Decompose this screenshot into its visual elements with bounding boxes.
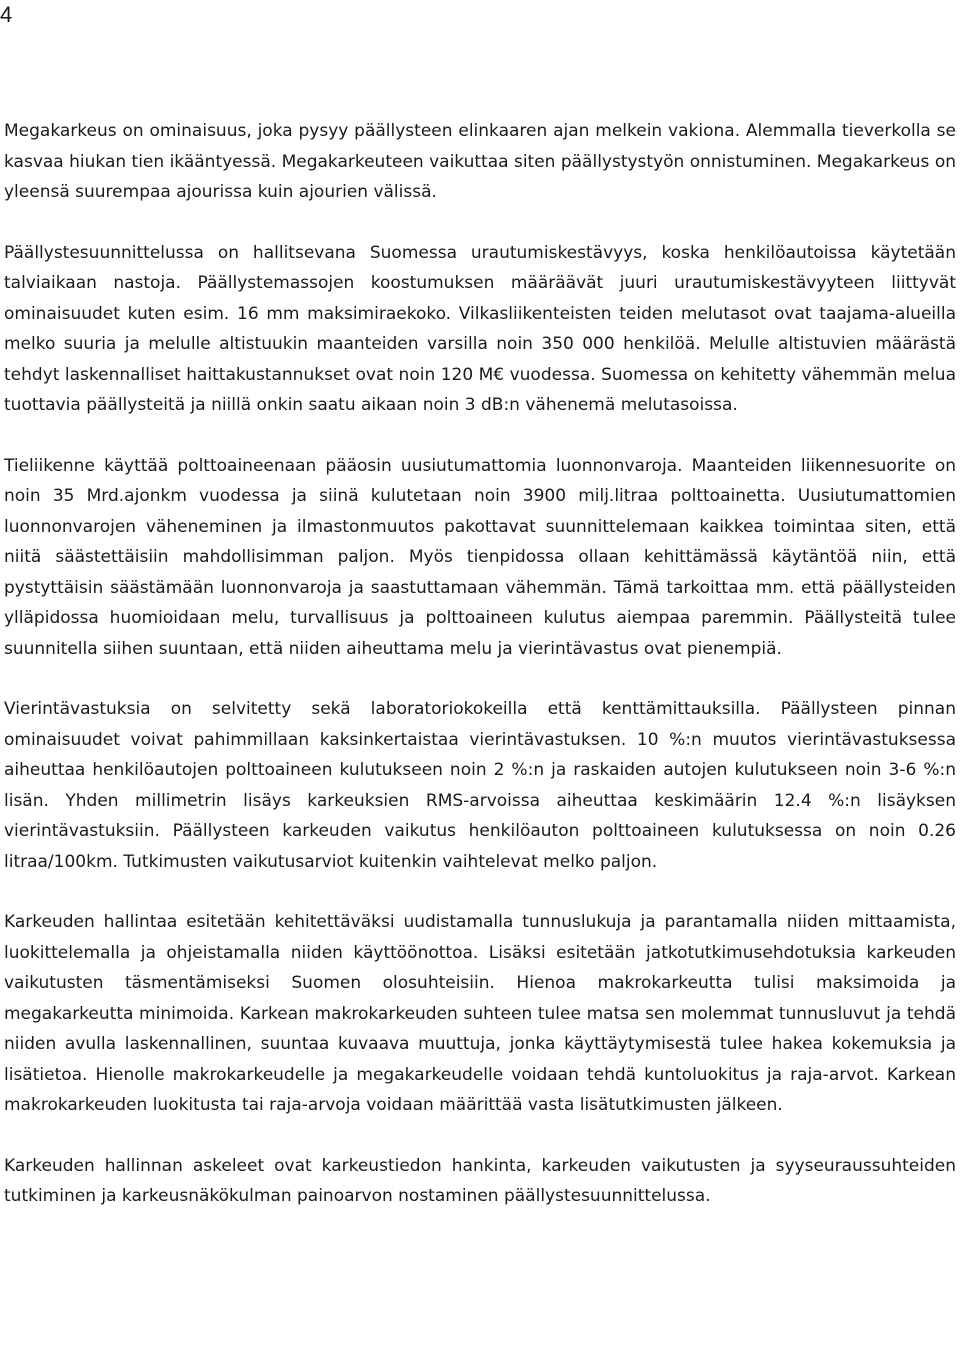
document-body (4, 116, 956, 1212)
paragraph-megakarkeus: Megakarkeus on ominaisuus, joka pysyy päällysteen elinkaaren ajan melkein vakiona. Alemmalla tieverkolla se kasvaa hiukan tien ikääntyessä. Megakarkeuteen vaikuttaa siten päällystystyön onnistuminen. Megakarkeus on yleensä suurempaa ajourissa kuin ajourien välissä. (4, 121, 956, 202)
paragraph-paallystesuunnittelu: Päällystesuunnittelussa on hallitsevana Suomessa urautumiskestävyys, koska henkilöautoissa käytetään talviaikaan nastoja. Päällystemassojen koostumuksen määräävät juuri urautumiskestävyyteen liittyvät ominaisuudet kuten esim. 16 mm maksimiraekoko. Vilkasliikenteisten teiden melutasot ovat taajama-alueilla melko suuria ja melulle altistuukin maanteiden varsilla noin 350 000 henkilöä. Melulle altistuvien määrästä tehdyt laskennalliset haittakustannukset ovat noin 120 M€ vuodessa. Suomessa on kehitetty vähemmän melua tuottavia päällysteitä ja niillä onkin saatu aikaan noin 3 dB:n vähenemä melutasoissa. (4, 242, 956, 415)
page-number: 4 (0, 2, 13, 27)
paragraph-vierintavastus: Vierintävastuksia on selvitetty sekä laboratoriokokeilla että kenttämittauksilla. Päällysteen pinnan ominaisuudet voivat pahimmillaan kaksinkertaistaa vierintävastuksen. 10 %:n muutos vierintävastuksessa aiheuttaa henkilöautojen polttoaineen kulutukseen noin 2 %:n ja raskaiden autojen kulutukseen noin 3-6 %:n lisän. Yhden millimetrin lisäys karkeuksien RMS-arvoissa aiheuttaa keskimäärin 12.4 %:n lisäyksen vierintävastuksiin. Päällysteen karkeuden vaikutus henkilöauton polttoaineen kulutuksessa on noin 0.26 litraa/100km. Tutkimusten vaikutusarviot kuitenkin vaihtelevat melko paljon. (4, 699, 956, 872)
paragraph-askeleet: Karkeuden hallinnan askeleet ovat karkeustiedon hankinta, karkeuden vaikutusten ja syyseuraussuhteiden tutkiminen ja karkeusnäkökulman painoarvon nostaminen päällystesuunnittelussa. (4, 1155, 956, 1206)
paragraph-karkeuden-hallinta: Karkeuden hallintaa esitetään kehitettäväksi uudistamalla tunnuslukuja ja parantamalla niiden mittaamista, luokittelemalla ja ohjeistamalla niiden käyttöönottoa. Lisäksi esitetään jatkotutkimusehdotuksia karkeuden vaikutusten täsmentämiseksi Suomen olosuhteisiin. Hienoa makrokarkeutta tulisi maksimoida ja megakarkeutta minimoida. Karkean makrokarkeuden suhteen tulee matsa sen molemmat tunnusluvut ja tehdä niiden avulla laskennallinen, suuntaa kuvaava muuttuja, jonka käyttäytymisestä tulee hakea kokemuksia ja lisätietoa. Hienolle makrokarkeudelle ja megakarkeudelle voidaan tehdä kuntoluokitus ja raja-arvot. Karkean makrokarkeuden luokitusta tai raja-arvoja voidaan määrittää vasta lisätutkimusten jälkeen. (4, 912, 956, 1115)
paragraph-tieliikenne: Tieliikenne käyttää polttoaineenaan pääosin uusiutumattomia luonnonvaroja. Maanteiden liikennesuorite on noin 35 Mrd.ajonkm vuodessa ja siinä kulutetaan noin 3900 milj.litraa polttoainetta. Uusiutumattomien luonnonvarojen väheneminen ja ilmastonmuutos pakottavat suunnittelemaan kaikkea toimintaa siten, että niitä säästettäisiin mahdollisimman paljon. Myös tienpidossa ollaan kehittämässä käytäntöä niin, että pystyttäisin säästämään luonnonvaroja ja saastuttamaan vähemmän. Tämä tarkoittaa mm. että päällysteiden ylläpidossa huomioidaan melu, turvallisuus ja polttoaineen kulutus aiempaa paremmin. Päällysteitä tulee suunnitella siihen suuntaan, että niiden aiheuttama melu ja vierintävastus ovat pienempiä. (4, 455, 956, 659)
